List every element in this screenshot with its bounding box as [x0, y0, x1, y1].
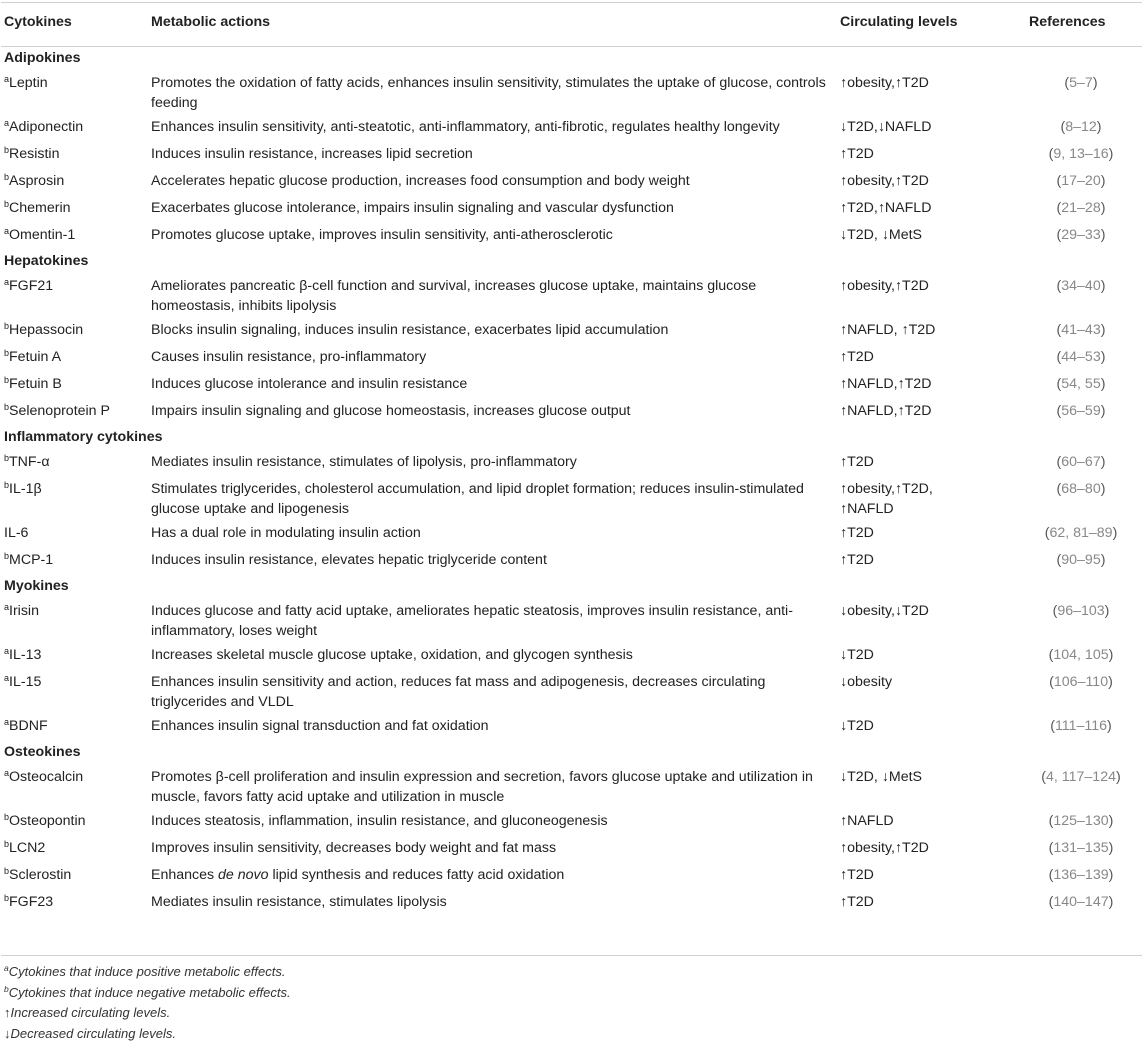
- table-body: [1, 47, 1142, 917]
- section-header: [1, 741, 1142, 765]
- reference-link: 111–116: [1054, 718, 1108, 734]
- circulating-level: ↑T2D,↑NAFLD: [840, 200, 932, 216]
- table-row: [1, 71, 1142, 115]
- header-cytokines: Cytokines: [4, 14, 72, 30]
- metabolic-action: Has a dual role in modulating insulin action: [151, 525, 421, 541]
- footnote-mark: a: [4, 768, 10, 778]
- metabolic-action: Induces glucose and fatty acid uptake, ameliorates hepatic steatosis, improves insulin resistance, anti-inflammatory, loses weight: [151, 603, 793, 639]
- footnote-mark: b: [4, 321, 10, 331]
- circulating-level: ↑obesity,↑T2D, ↑NAFLD: [840, 481, 933, 517]
- cytokine-name: $^a$BDNF: [4, 717, 48, 734]
- reference-link: 140–147: [1053, 894, 1109, 910]
- cytokine-name: $^b$TNF-α: [4, 453, 50, 470]
- footnote-mark: b: [4, 866, 10, 876]
- circulating-level: ↑NAFLD,↑T2D: [840, 403, 932, 419]
- circulating-level: ↑NAFLD, ↑T2D: [840, 322, 936, 338]
- metabolic-action: Induces insulin resistance, increases lipid secretion: [151, 146, 473, 162]
- footnote: $^a$Cytokines that induce positive metabolic effects.: [4, 963, 286, 979]
- circulating-level: ↑obesity,↑T2D: [840, 75, 929, 91]
- circulating-level: ↑T2D: [840, 552, 874, 568]
- metabolic-action: Enhances insulin sensitivity, anti-steatotic, anti-inflammatory, anti-fibrotic, regulates healthy longevity: [151, 119, 780, 135]
- table-row: [1, 450, 1142, 477]
- header-references: References: [1029, 14, 1106, 30]
- table-row: [1, 372, 1142, 399]
- reference-link: 60–67: [1061, 454, 1101, 470]
- footnote-mark: a: [4, 602, 10, 612]
- cytokine-name: $^b$Hepassocin: [4, 321, 84, 338]
- circulating-level: ↑T2D: [840, 349, 874, 365]
- circulating-level: ↓obesity: [840, 674, 893, 690]
- cytokine-table: [1, 2, 1142, 1041]
- footnote-mark: a: [4, 277, 10, 287]
- reference-link: 4, 117–124: [1046, 769, 1116, 785]
- reference-link: 131–135: [1053, 840, 1109, 856]
- footnote-mark: a: [4, 74, 10, 84]
- reference-link: 96–103: [1057, 603, 1105, 619]
- reference-list: (60–67): [1056, 454, 1106, 470]
- table-row: [1, 643, 1142, 670]
- table-footnotes: [1, 955, 1142, 1044]
- cytokine-name: $^a$Leptin: [4, 74, 48, 91]
- metabolic-action: Enhances insulin signal transduction and fat oxidation: [151, 718, 489, 734]
- metabolic-action: Stimulates triglycerides, cholesterol accumulation, and lipid droplet formation; reduces insulin-stimulated glucose uptake and lipogenesis: [151, 481, 804, 517]
- cytokine-name: $^b$Fetuin B: [4, 375, 62, 392]
- reference-link: 62, 81–89: [1049, 525, 1113, 541]
- metabolic-action: Promotes the oxidation of fatty acids, enhances insulin sensitivity, stimulates the uptake of glucose, controls feeding: [151, 75, 826, 111]
- section-header: [1, 575, 1142, 599]
- footnote-mark: b: [4, 375, 10, 385]
- table-row: [1, 274, 1142, 318]
- footnote-mark: b: [4, 145, 10, 155]
- reference-list: (131–135): [1048, 840, 1114, 856]
- cytokine-name: $^b$Sclerostin: [4, 866, 72, 883]
- table-row: [1, 548, 1142, 575]
- metabolic-action: Blocks insulin signaling, induces insulin resistance, exacerbates lipid accumulation: [151, 322, 669, 338]
- cytokine-name: $^b$FGF23: [4, 893, 54, 910]
- table-row: [1, 714, 1142, 741]
- cytokine-name: $^b$Selenoprotein P: [4, 402, 110, 419]
- footnote-mark: b: [4, 453, 10, 463]
- footnote-mark: b: [4, 172, 10, 182]
- reference-link: 136–139: [1053, 867, 1109, 883]
- metabolic-action: Enhances insulin sensitivity and action, reduces fat mass and adipogenesis, decreases circulating triglycerides and VLDL: [151, 674, 766, 710]
- metabolic-action: Improves insulin sensitivity, decreases body weight and fat mass: [151, 840, 557, 856]
- footnote-mark: b: [4, 551, 10, 561]
- metabolic-action: Induces insulin resistance, elevates hepatic triglyceride content: [151, 552, 547, 568]
- metabolic-action: Promotes glucose uptake, improves insulin sensitivity, anti-atherosclerotic: [151, 227, 613, 243]
- reference-link: 68–80: [1061, 481, 1101, 497]
- reference-link: 29–33: [1061, 227, 1101, 243]
- circulating-level: ↑T2D: [840, 454, 874, 470]
- table-row: [1, 169, 1142, 196]
- table-row: [1, 809, 1142, 836]
- metabolic-action: Accelerates hepatic glucose production, increases food consumption and body weight: [151, 173, 690, 189]
- cytokine-name: $^a$Omentin-1: [4, 226, 76, 243]
- reference-list: (34–40): [1056, 278, 1106, 294]
- footnote-mark: a: [4, 226, 10, 236]
- footnote: ↑Increased circulating levels.: [4, 1005, 171, 1020]
- reference-link: 5–7: [1069, 75, 1093, 91]
- reference-list: (4, 117–124): [1041, 769, 1121, 785]
- reference-link: 106–110: [1053, 674, 1109, 690]
- header-circulating-levels: Circulating levels: [840, 14, 958, 30]
- circulating-level: ↑T2D: [840, 525, 874, 541]
- circulating-level: ↓T2D: [840, 718, 874, 734]
- cytokine-name: $^b$Osteopontin: [4, 812, 86, 829]
- cytokine-name: $^b$LCN2: [4, 839, 46, 856]
- footnote: ↓Decreased circulating levels.: [4, 1025, 176, 1041]
- reference-list: (136–139): [1048, 867, 1114, 883]
- footnote-mark: a: [4, 717, 10, 727]
- cytokine-name: $^b$Fetuin A: [4, 348, 62, 365]
- circulating-level: ↑obesity,↑T2D: [840, 278, 929, 294]
- table-row: [1, 863, 1142, 890]
- footnote-mark: b: [4, 812, 10, 822]
- table-row: [1, 599, 1142, 643]
- reference-link: 34–40: [1061, 278, 1101, 294]
- footnote-mark: a: [4, 646, 10, 656]
- reference-list: (90–95): [1056, 552, 1106, 568]
- footnote-mark: a: [4, 118, 10, 128]
- circulating-level: ↑T2D: [840, 867, 874, 883]
- circulating-level: ↓obesity,↓T2D: [840, 603, 929, 619]
- table-row: [1, 196, 1142, 223]
- reference-list: (62, 81–89): [1044, 525, 1118, 541]
- cytokine-name: $^b$Resistin: [4, 145, 60, 162]
- section-header: [1, 47, 1142, 71]
- table-row: [1, 836, 1142, 863]
- reference-link: 44–53: [1061, 349, 1101, 365]
- reference-list: (104, 105): [1048, 647, 1114, 663]
- metabolic-action: Impairs insulin signaling and glucose homeostasis, increases glucose output: [151, 403, 631, 419]
- reference-list: (125–130): [1048, 813, 1114, 829]
- table-row: [1, 223, 1142, 250]
- metabolic-action: Exacerbates glucose intolerance, impairs insulin signaling and vascular dysfunction: [151, 200, 674, 216]
- metabolic-action: Induces glucose intolerance and insulin resistance: [151, 376, 468, 392]
- cytokine-name: $^a$Irisin: [4, 602, 39, 619]
- circulating-level: ↑obesity,↑T2D: [840, 173, 929, 189]
- metabolic-action: Causes insulin resistance, pro-inflammatory: [151, 349, 427, 365]
- footnote-mark: a: [4, 963, 9, 973]
- table-row: [1, 399, 1142, 426]
- reference-link: 90–95: [1061, 552, 1101, 568]
- header-metabolic-actions: Metabolic actions: [151, 14, 271, 30]
- cytokine-name: $^a$IL-15: [4, 673, 42, 690]
- reference-link: 17–20: [1061, 173, 1101, 189]
- reference-list: (68–80): [1056, 481, 1106, 497]
- reference-list: (44–53): [1056, 349, 1106, 365]
- reference-list: (17–20): [1056, 173, 1106, 189]
- table-row: [1, 670, 1142, 714]
- reference-link: 54, 55: [1061, 376, 1101, 392]
- footnote-mark: a: [4, 673, 10, 683]
- reference-list: (29–33): [1056, 227, 1106, 243]
- reference-list: (56–59): [1056, 403, 1106, 419]
- table-row: [1, 521, 1142, 548]
- section-title: Hepatokines: [4, 253, 89, 269]
- cytokine-name: $^b$Asprosin: [4, 172, 65, 189]
- cytokine-name: $^a$IL-13: [4, 646, 42, 663]
- reference-list: (106–110): [1049, 674, 1113, 690]
- reference-list: (8–12): [1060, 119, 1102, 135]
- table-row: [1, 115, 1142, 142]
- reference-link: 56–59: [1061, 403, 1101, 419]
- cytokine-name: $^b$MCP-1: [4, 551, 54, 568]
- reference-list: (9, 13–16): [1048, 146, 1114, 162]
- reference-link: 9, 13–16: [1053, 146, 1109, 162]
- italic-term: de novo: [218, 867, 269, 883]
- cytokine-name: $^b$Chemerin: [4, 199, 71, 216]
- cytokine-name: $^a$FGF21: [4, 277, 54, 294]
- circulating-level: ↑NAFLD: [840, 813, 894, 829]
- reference-link: 8–12: [1065, 119, 1097, 135]
- section-title: Osteokines: [4, 744, 81, 760]
- reference-link: 104, 105: [1053, 647, 1109, 663]
- circulating-level: ↓T2D, ↓MetS: [840, 769, 922, 785]
- reference-list: (21–28): [1056, 200, 1106, 216]
- table-header: [1, 2, 1142, 47]
- table-row: [1, 318, 1142, 345]
- reference-link: 41–43: [1061, 322, 1101, 338]
- reference-list: (140–147): [1048, 894, 1114, 910]
- reference-link: 21–28: [1061, 200, 1101, 216]
- section-title: Adipokines: [4, 50, 81, 66]
- cytokine-name: $^a$Osteocalcin: [4, 768, 84, 785]
- reference-list: (96–103): [1052, 603, 1110, 619]
- table-row: [1, 345, 1142, 372]
- footnote-mark: b: [4, 402, 10, 412]
- metabolic-action: Increases skeletal muscle glucose uptake, oxidation, and glycogen synthesis: [151, 647, 633, 663]
- footnote-mark: b: [4, 983, 9, 994]
- footnote-mark: b: [4, 893, 10, 903]
- section-header: [1, 426, 1142, 450]
- metabolic-action: Promotes β-cell proliferation and insulin expression and secretion, favors glucose uptake and utilization in muscle, favors fatty acid uptake and utilization in muscle: [151, 769, 813, 805]
- metabolic-action: Enhances de novo lipid synthesis and reduces fatty acid oxidation: [151, 867, 565, 883]
- table-row: [1, 765, 1142, 809]
- circulating-level: ↑T2D: [840, 146, 874, 162]
- reference-list: (111–116): [1050, 718, 1112, 734]
- cytokine-name: $^b$IL-1β: [4, 480, 42, 497]
- metabolic-action: Ameliorates pancreatic β-cell function and survival, increases glucose uptake, maintains glucose homeostasis, inhibits lipolysis: [151, 278, 757, 314]
- section-header: [1, 250, 1142, 274]
- table-row: [1, 477, 1142, 521]
- metabolic-action: Induces steatosis, inflammation, insulin resistance, and gluconeogenesis: [151, 813, 608, 829]
- footnote-mark: b: [4, 839, 10, 849]
- circulating-level: ↓T2D, ↓MetS: [840, 227, 922, 243]
- cytokine-name: $^a$Adiponectin: [4, 118, 84, 135]
- footnote: $^b$Cytokines that induce negative metabolic effects.: [4, 983, 291, 1000]
- metabolic-action: Mediates insulin resistance, stimulates lipolysis: [151, 894, 447, 910]
- cytokine-name: IL-6: [4, 525, 29, 541]
- reference-list: (5–7): [1064, 75, 1098, 91]
- reference-list: (54, 55): [1056, 376, 1106, 392]
- circulating-level: ↑NAFLD,↑T2D: [840, 376, 932, 392]
- footnote-mark: b: [4, 480, 10, 490]
- table-row: [1, 142, 1142, 169]
- footnote-mark: b: [4, 199, 10, 209]
- circulating-level: ↓T2D: [840, 647, 874, 663]
- circulating-level: ↑T2D: [840, 894, 874, 910]
- metabolic-action: Mediates insulin resistance, stimulates of lipolysis, pro-inflammatory: [151, 454, 577, 470]
- circulating-level: ↑obesity,↑T2D: [840, 840, 929, 856]
- section-title: Myokines: [4, 578, 69, 594]
- footnote-mark: b: [4, 348, 10, 358]
- table-row: [1, 890, 1142, 917]
- section-title: Inflammatory cytokines: [4, 429, 163, 445]
- reference-list: (41–43): [1056, 322, 1106, 338]
- circulating-level: ↓T2D,↓NAFLD: [840, 119, 932, 135]
- reference-link: 125–130: [1053, 813, 1109, 829]
